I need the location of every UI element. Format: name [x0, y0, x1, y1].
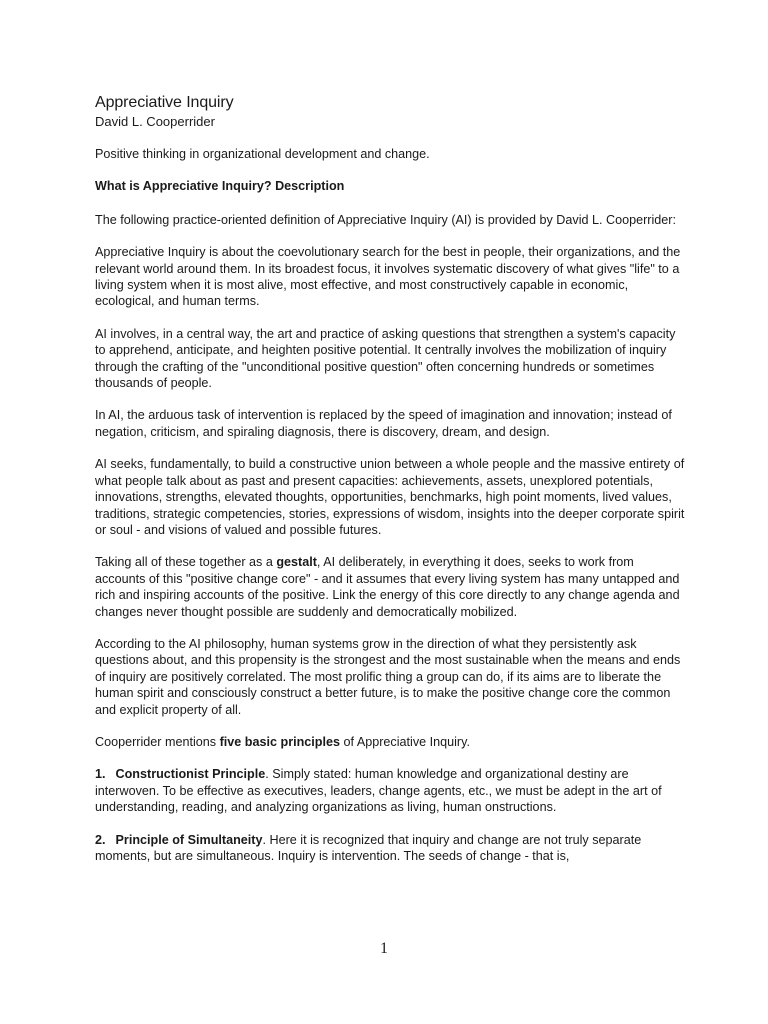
principle-name: Constructionist Principle	[115, 767, 266, 782]
principle-text: . Here it is recognized that inquiry and change are not truly separate moments, but are simultaneous. Inquiry is intervention. The seeds of change - that is,	[95, 832, 642, 863]
principle-name: Principle of Simultaneity	[115, 832, 263, 847]
principle-number: 1.	[95, 767, 106, 782]
principle-item-simultaneity	[95, 832, 685, 865]
document-page	[95, 93, 685, 880]
paragraph-gestalt	[95, 554, 685, 620]
principles-intro-bold: five basic principles	[219, 734, 341, 749]
principle-number: 2.	[95, 832, 106, 847]
paragraph-intervention: In AI, the arduous task of intervention is replaced by the speed of imagination and innovation; instead of negation, criticism, and spiraling diagnosis, there is discovery, dream, and design.	[95, 408, 672, 439]
paragraph-principles-intro	[95, 734, 685, 750]
paragraph-definition-intro: The following practice-oriented definition of Appreciative Inquiry (AI) is provided by David L. Cooperrider:	[95, 212, 677, 227]
paragraph-asking-questions: AI involves, in a central way, the art and practice of asking questions that strengthen a system's capacity to apprehend, anticipate, and heighten positive potential. It centrally involves the mobilization of inquiry through the crafting of the "unconditional positive question" often concerning hundreds or sometimes thousands of people.	[95, 326, 676, 391]
gestalt-term: gestalt	[276, 555, 317, 570]
gestalt-text-before: Taking all of these together as a	[95, 555, 277, 570]
document-author: David L. Cooperrider	[95, 114, 215, 129]
principle-text: . Simply stated: human knowledge and organizational destiny are interwoven. To be effective as executives, leaders, change agents, etc., we must be adept in the art of understanding, reading, and analyzing organizations as living, human onstructions.	[95, 767, 662, 815]
document-subtitle: Positive thinking in organizational development and change.	[95, 147, 430, 161]
paragraph-coevolutionary-search: Appreciative Inquiry is about the coevolutionary search for the best in people, their organizations, and the relevant world around them. In its broadest focus, it involves systematic discovery of what gives "life" to a living system when it is most alive, most effective, and most constructively capable in economic, ecological, and human terms.	[95, 245, 681, 309]
document-title: Appreciative Inquiry	[95, 94, 234, 111]
page-number: 1	[380, 940, 388, 957]
principles-intro-after: of Appreciative Inquiry.	[340, 734, 470, 749]
gestalt-text-after: , AI deliberately, in everything it does, seeks to work from accounts of this "positive change core" - and it assumes that every living system has many untapped and rich and inspiring accounts of the positive. Link the energy of this core directly to any change agenda and changes never thought possible are suddenly and democratically mobilized.	[95, 555, 680, 619]
paragraph-constructive-union: AI seeks, fundamentally, to build a constructive union between a whole people and the massive entirety of what people talk about as past and present capacities: achievements, assets, unexplored potentials, innovations, strengths, elevated thoughts, opportunities, benchmarks, high point moments, lived values, traditions, strategic competencies, stories, expressions of wisdom, insights into the deeper corporate spirit or soul - and visions of valued and possible futures.	[95, 457, 685, 537]
principles-intro-before: Cooperrider mentions	[95, 734, 220, 749]
paragraph-philosophy: According to the AI philosophy, human systems grow in the direction of what they persistently ask questions about, and this propensity is the strongest and the most sustainable when the means and ends of inquiry are positively correlated. The most prolific thing a group can do, if its aims are to liberate the human spirit and consciously construct a better future, is to make the positive change core the common and explicit property of all.	[95, 636, 681, 717]
section-heading: What is Appreciative Inquiry? Description	[95, 179, 345, 194]
principle-item-constructionist	[95, 766, 685, 815]
